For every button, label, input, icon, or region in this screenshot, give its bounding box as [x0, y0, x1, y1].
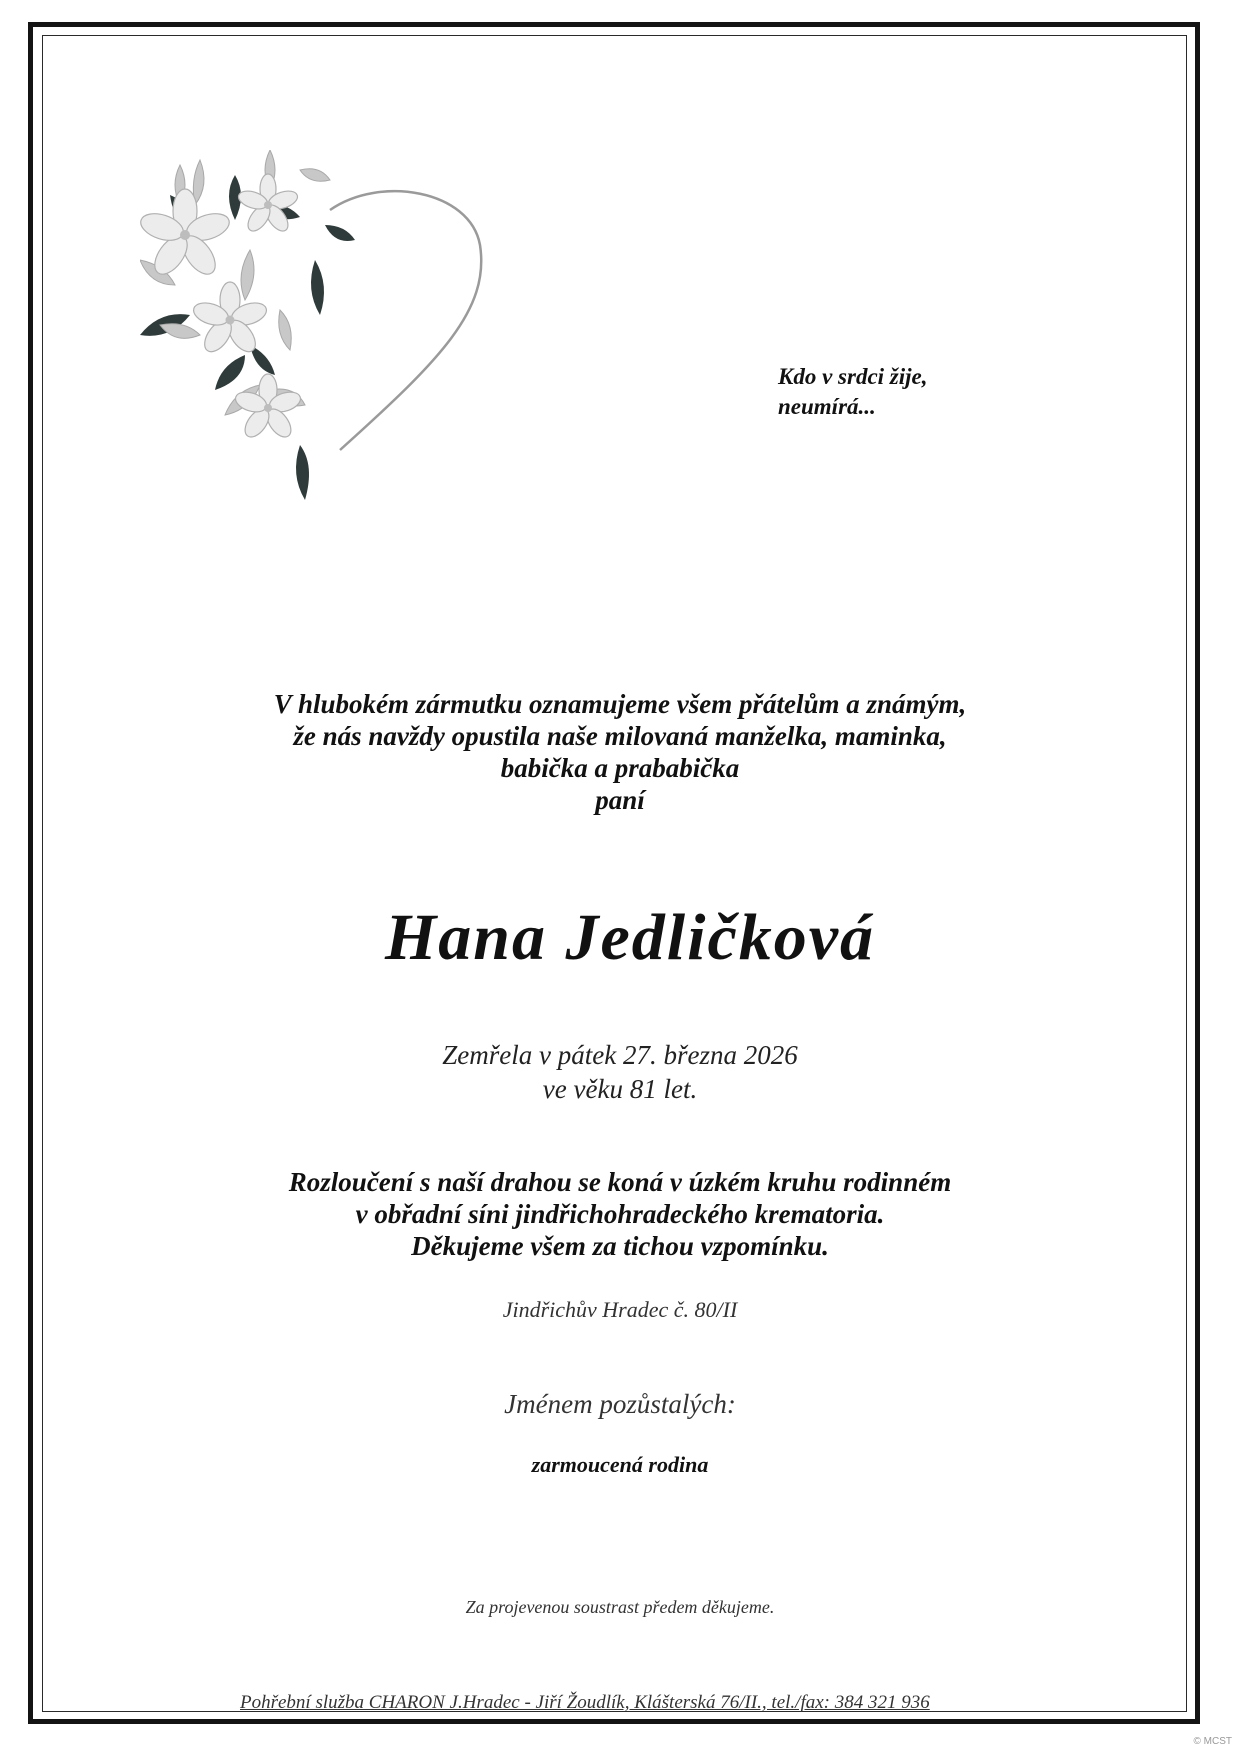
on-behalf-label: Jménem pozůstalých: — [504, 1389, 736, 1419]
corner-mark: © MCST — [1193, 1736, 1232, 1747]
thanks-note: Za projevenou soustrast předem děkujeme. — [465, 1597, 775, 1617]
death-info — [0, 1038, 1240, 1106]
floral-heart-icon — [140, 150, 500, 510]
announcement — [0, 688, 1240, 816]
announcement-line: že nás navždy opustila naše milovaná manželka, maminka, — [293, 721, 947, 751]
announcement-line: V hlubokém zármutku oznamujeme všem přátelům a známým, — [273, 689, 967, 719]
farewell-line: Rozloučení s naší drahou se koná v úzkém kruhu rodinném — [288, 1167, 952, 1197]
farewell-info — [0, 1166, 1240, 1262]
motto-line: neumírá... — [778, 394, 876, 419]
death-date: Zemřela v pátek 27. března 2026 — [442, 1040, 798, 1070]
death-age: ve věku 81 let. — [542, 1074, 698, 1104]
announcement-line: babička a prababička — [500, 753, 740, 783]
family-signature: zarmoucená rodina — [531, 1452, 709, 1477]
farewell-line: v obřadní síni jindřichohradeckého krematoria. — [355, 1199, 885, 1229]
deceased-name: Hana Jedličková — [384, 901, 876, 974]
funeral-service-footer: Pohřební služba CHARON J.Hradec - Jiří Žoudlík, Klášterská 76/II., tel./fax: 384 321 936 — [240, 1692, 930, 1713]
announcement-line: paní — [595, 785, 645, 815]
address: Jindřichův Hradec č. 80/II — [502, 1297, 738, 1322]
motto — [778, 362, 1078, 422]
motto-line: Kdo v srdci žije, — [778, 364, 928, 389]
farewell-line: Děkujeme všem za tichou vzpomínku. — [411, 1231, 829, 1261]
